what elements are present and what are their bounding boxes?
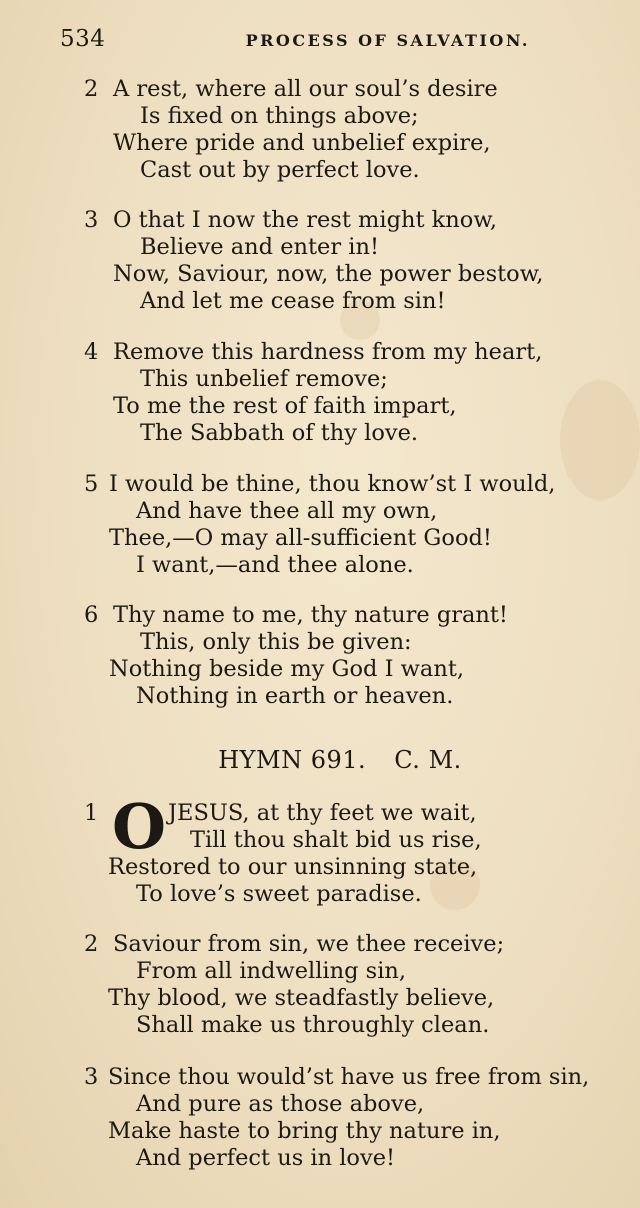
hymn-verse-3 <box>84 1064 624 1172</box>
verse-number: 4 <box>84 339 99 365</box>
verse-line: Believe and enter in! <box>140 234 379 260</box>
verse-number: 2 <box>84 76 99 102</box>
verse-line: Thy name to me, thy nature grant! <box>113 602 508 628</box>
running-head: PROCESS OF SALVATION. <box>245 31 530 50</box>
verse-number: 3 <box>84 1064 99 1090</box>
verse-line: From all indwelling sin, <box>136 958 407 984</box>
verse-line: I want,—and thee alone. <box>136 552 414 578</box>
verse-line: Thee,—O may all-sufficient Good! <box>109 525 492 551</box>
hymn-verse-2 <box>84 931 624 1039</box>
verse-line: Remove this hardness from my heart, <box>113 339 543 365</box>
page-number: 534 <box>60 26 106 52</box>
verse-line: Nothing beside my God I want, <box>109 656 465 682</box>
verse-line: JESUS, at thy feet we wait, <box>168 800 477 826</box>
verse-line: Restored to our unsinning state, <box>108 854 478 880</box>
verse-line: Till thou shalt bid us rise, <box>190 827 482 853</box>
verse-line: Cast out by perfect love. <box>140 157 420 183</box>
verse-line: Is fixed on things above; <box>140 103 419 129</box>
drop-cap: O <box>112 790 167 863</box>
verse-number: 5 <box>84 471 99 497</box>
verse-line: Saviour from sin, we thee receive; <box>113 931 505 957</box>
verse-3 <box>84 207 624 315</box>
verse-6 <box>84 602 624 710</box>
verse-line: Where pride and unbelief expire, <box>113 130 491 156</box>
verse-line: O that I now the rest might know, <box>113 207 498 233</box>
verse-number: 3 <box>84 207 99 233</box>
hymn-meter: C. M. <box>394 746 462 774</box>
verse-line: To love’s sweet paradise. <box>136 881 422 907</box>
page-header <box>60 26 530 54</box>
verse-line: The Sabbath of thy love. <box>140 420 419 446</box>
verse-line: Thy blood, we steadfastly believe, <box>108 985 495 1011</box>
verse-line: This, only this be given: <box>140 629 412 655</box>
verse-line: Make haste to bring thy nature in, <box>108 1118 501 1144</box>
hymn-verse-1 <box>84 790 624 908</box>
hymn-title: HYMN 691. <box>218 746 367 774</box>
verse-line: And have thee all my own, <box>136 498 438 524</box>
verse-line: Shall make us throughly clean. <box>136 1012 490 1038</box>
hymn-heading <box>0 746 640 774</box>
verse-line: And pure as those above, <box>136 1091 425 1117</box>
verse-number: 6 <box>84 602 99 628</box>
verse-number: 2 <box>84 931 99 957</box>
verse-line: And let me cease from sin! <box>140 288 446 314</box>
verse-line: I would be thine, thou know’st I would, <box>109 471 556 497</box>
verse-line: And perfect us in love! <box>136 1145 396 1171</box>
verse-line: Since thou would’st have us free from sin, <box>108 1064 590 1090</box>
verse-2 <box>84 76 624 184</box>
verse-5 <box>84 471 624 579</box>
verse-line: A rest, where all our soul’s desire <box>113 76 498 102</box>
verse-line: To me the rest of faith impart, <box>113 393 457 419</box>
verse-4 <box>84 339 624 447</box>
verse-number: 1 <box>84 800 99 826</box>
verse-line: This unbelief remove; <box>140 366 388 392</box>
verse-line: Nothing in earth or heaven. <box>136 683 454 709</box>
verse-line: Now, Saviour, now, the power bestow, <box>113 261 544 287</box>
